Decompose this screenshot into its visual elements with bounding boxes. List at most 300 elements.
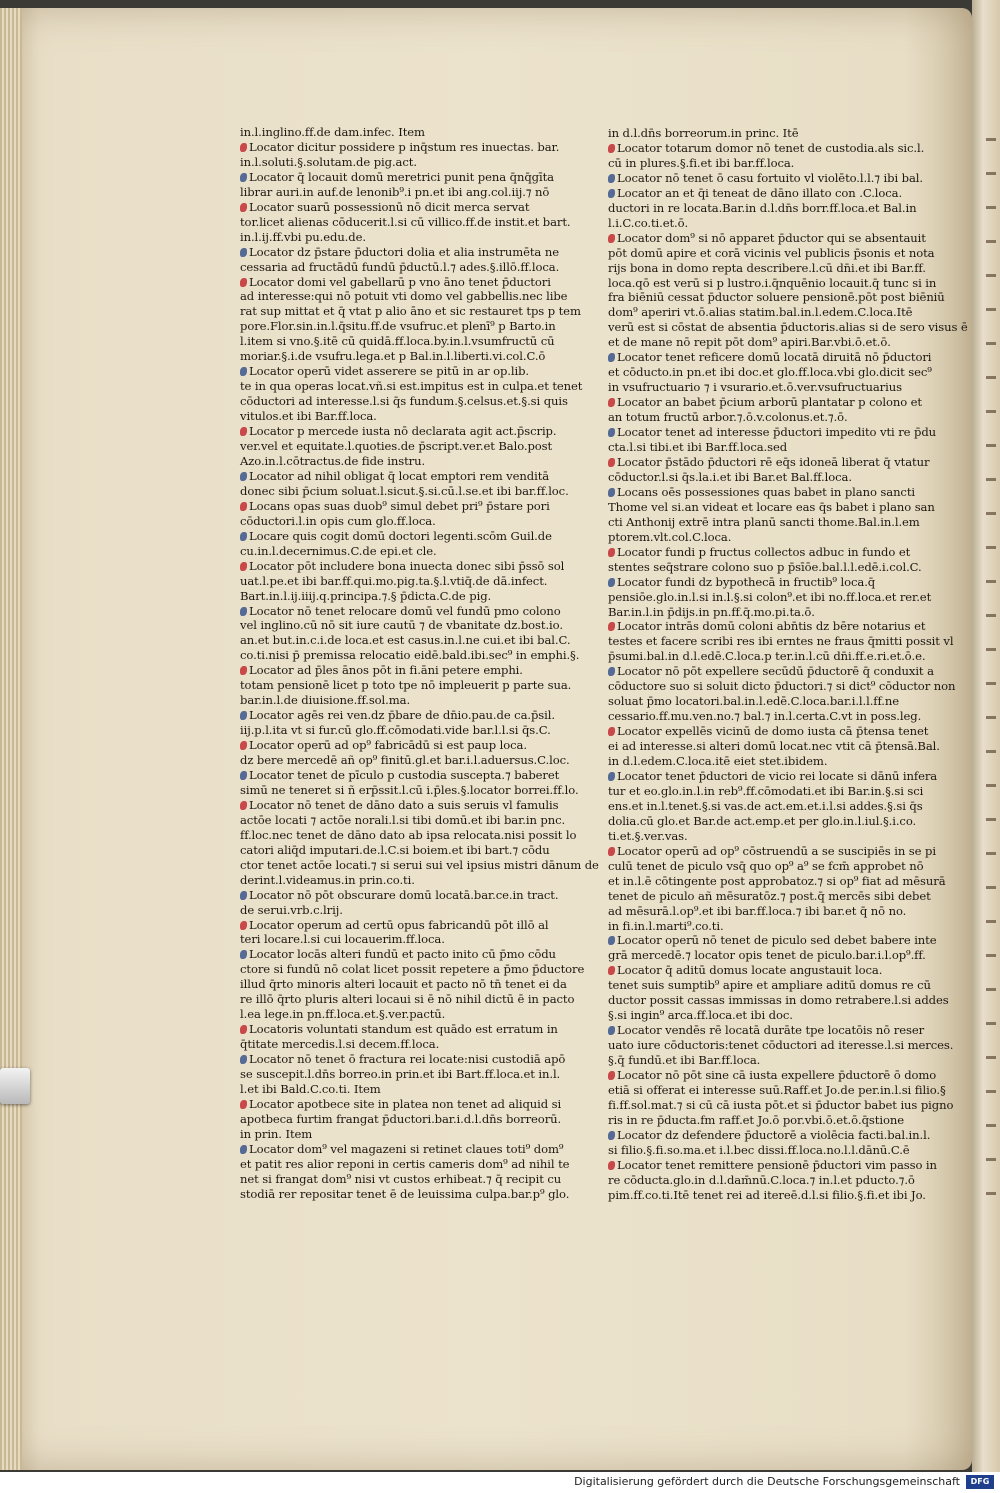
line-text: cōductori ad interesse.l.si q̄s fundum.§.celsus.et.§.si quis — [240, 394, 568, 409]
line-text: cu.in.l.decernimus.C.de epi.et cle. — [240, 543, 437, 558]
paragraph-mark-icon — [608, 144, 615, 153]
line-text: dolia.cū glo.et Bar.de act.emp.et per glo.in.l.iul.§.i.co. — [608, 813, 917, 828]
line-text: Bar.in.l.in p̄dijs.in pn.ff.q̄.mo.pi.ta.ō. — [608, 604, 815, 619]
line-text: Locator nō tenet de dāno dato a suis seruis vl famulis — [249, 797, 559, 812]
text-line — [240, 170, 560, 185]
line-text: fra biēniū cessat p̄ductor soluere pensionē.pōt post biēniū — [608, 290, 945, 305]
text-line — [608, 530, 924, 545]
line-text: in d.l.edem.C.loca.itē eiet stet.ibidem. — [608, 754, 828, 769]
text-line — [240, 633, 571, 648]
text-line — [240, 604, 560, 619]
line-text: teri locare.l.si cui locauerim.ff.loca. — [240, 932, 445, 947]
line-text: Locator dz p̄stare p̄ductori dolia et alia instrumēta ne — [249, 244, 559, 259]
text-line — [608, 425, 937, 440]
line-text: rijs bona in domo repta describere.l.cū dn̄i.et ibi Bar.ff. — [608, 260, 926, 275]
text-line — [608, 694, 924, 709]
text-line — [240, 1141, 564, 1157]
line-text: donec sibi p̄cium soluat.l.sicut.§.si.cū.l.se.et ibi bar.ff.loc. — [240, 483, 569, 498]
text-line — [608, 978, 931, 993]
line-text: Thome vel si.an videat et locare eas q̄s babet i plano san — [608, 499, 935, 514]
text-line — [240, 483, 569, 499]
text-line — [240, 334, 560, 349]
line-text: Locator operū videt asserere se pitū in ar op.lib. — [249, 364, 530, 379]
line-text: cessaria ad fructādū fundū p̄ductū.l.⁊ ades.§.illō.ff.loca. — [240, 259, 560, 274]
line-text: Locator locās alteri fundū et pacto inito cū p̄mo cōdu — [249, 947, 556, 962]
paragraph-mark-icon — [240, 472, 247, 481]
line-text: et de mane nō repit pōt dom⁹ apiri.Bar.vbi.ō.et.ō. — [608, 335, 891, 350]
line-text: ver.vel et equitate.l.quoties.de p̄script.ver.et Balo.post — [240, 439, 553, 454]
text-line — [608, 829, 924, 844]
text-line — [608, 814, 924, 829]
line-text: culū tenet de piculo vsq̄ quo op⁹ a⁹ se fcm̄ approbet nō — [608, 858, 924, 873]
text-line — [608, 275, 937, 291]
line-text: Locator ad p̄les ānos pōt in fi.āni petere emphi. — [249, 663, 523, 678]
text-line — [608, 873, 946, 889]
line-text: Locator domi vel gabellarū p vno āno tenet p̄ductori — [249, 274, 551, 289]
line-text: pim.ff.co.ti.Itē tenet rei ad itereē.d.l.si filio.§.fi.et ibi Jo. — [608, 1187, 926, 1202]
paragraph-mark-icon — [608, 847, 615, 856]
text-line — [240, 693, 560, 708]
line-text: Locator agēs rei ven.dz p̄bare de dn̄io.pau.de ca.p̄sil. — [249, 708, 555, 723]
line-text: dz bere mercedē añ op⁹ finitū.gl.et bar.i.l.aduersus.C.loc. — [240, 753, 570, 768]
line-text: l.i.C.co.ti.et.ō. — [608, 215, 689, 230]
text-line — [608, 1127, 931, 1143]
line-text: dom⁹ aperiri vt.ō.alias statim.bal.in.l.edem.C.loca.Itē — [608, 305, 913, 320]
paragraph-mark-icon — [608, 727, 615, 736]
paragraph-mark-icon — [608, 1071, 615, 1080]
line-text: tenet suis sumptib⁹ apire et ampliare aditū domus re cū — [608, 978, 931, 993]
paragraph-mark-icon — [240, 801, 247, 810]
text-line — [240, 977, 567, 992]
text-line — [240, 230, 560, 245]
text-line — [608, 1173, 924, 1188]
line-text: in prin. Item — [240, 1126, 313, 1141]
text-line — [240, 155, 560, 170]
text-line — [240, 678, 572, 693]
paragraph-mark-icon — [240, 607, 247, 616]
text-line — [608, 679, 956, 694]
line-text: Locare quis cogit domū doctori legenti.scōm Guil.de — [249, 528, 552, 543]
line-text: catori aliq̄d imputari.de.l.C.si boiem.et ibi bart.⁊ cōdu — [240, 842, 550, 857]
line-text: cta.l.si tibi.et ibi Bar.ff.loca.sed — [608, 440, 788, 455]
line-text: Locator dicitur possidere p inq̄stum res inuectas. bar. — [249, 139, 560, 154]
line-text: q̄titate mercedis.l.si decem.ff.loca. — [240, 1037, 440, 1052]
text-line — [608, 888, 931, 904]
text-line — [240, 738, 560, 753]
line-text: in vsufructuario ⁊ i vsurario.et.ō.ver.vsufructuarius — [608, 380, 902, 395]
line-text: ductor possit cassas immissas in domo retrabere.l.si addes — [608, 993, 949, 1008]
paragraph-mark-icon — [240, 248, 247, 257]
line-text: Locator intrās domū coloni abn̄tis dz bēre notarius et — [617, 619, 926, 634]
text-line — [240, 558, 565, 574]
line-text: ris in re p̄ducta.fm raff.et Jo.ō por.vbi.ō.et.ō.q̄stione — [608, 1112, 904, 1127]
line-text: cessario.ff.mu.ven.no.⁊ bal.⁊ in.l.certa.C.vt in poss.leg. — [608, 709, 922, 724]
line-text: Locator nō tenet ō casu fortuito vl violēto.l.l.⁊ ibi bal. — [617, 170, 923, 185]
text-line — [240, 857, 599, 873]
text-line — [608, 768, 938, 784]
text-line — [240, 275, 560, 290]
text-line — [608, 933, 937, 948]
text-line — [240, 125, 560, 140]
line-text: Locator apotbece site in platea non tenet ad aliquid si — [249, 1096, 562, 1111]
line-text: Locator operum ad certū opus fabricandū pōt illō al — [249, 917, 549, 932]
line-text: ptorem.vlt.col.C.loca. — [608, 529, 732, 544]
line-text: re illō q̄rto pluris alteri locaui si ē nō nihil dictū ē in pacto — [240, 992, 575, 1007]
line-text: Locator tenet p̄ductori de vicio rei locate si dānū infera — [617, 768, 938, 783]
paragraph-mark-icon — [240, 367, 247, 376]
text-line — [608, 305, 924, 320]
line-text: tenet de piculo añ mēsuratōz.⁊ post.q̄ mercēs sibi debet — [608, 888, 931, 903]
text-line — [608, 1083, 946, 1098]
line-text: Locator ad nihil obligat q̄ locat emptori rem venditā — [249, 468, 550, 483]
line-text: uato iure cōductoris:tenet cōductori ad iteresse.l.si merces. — [608, 1038, 954, 1053]
text-line — [608, 919, 924, 934]
line-text: Locator tenet de pīculo p custodia suscepta.⁊ baberet — [249, 767, 560, 782]
text-line — [240, 1127, 560, 1142]
text-line — [240, 379, 583, 394]
line-text: Locator nō tenet relocare domū vel fundū pmo colono — [249, 603, 561, 618]
line-text: Locator nō pōt obscurare domū locatā.bar.ce.in tract. — [249, 887, 559, 902]
line-text: Locator dom⁹ si nō apparet p̄ductor qui se absentauit — [617, 230, 926, 245]
text-line — [240, 1172, 560, 1187]
text-line — [608, 545, 924, 560]
text-line — [240, 349, 560, 364]
line-text: p̄sumi.bal.in d.l.edē.C.loca.p ter.in.l.cū dn̄i.ff.e.ri.et.ō.e. — [608, 649, 926, 664]
text-line — [608, 1053, 924, 1068]
paragraph-mark-icon — [608, 966, 615, 975]
text-line — [608, 1157, 937, 1173]
line-text: Locator q̄ aditū domus locate angustauit loca. — [617, 963, 883, 978]
line-text: Locator expellēs vicinū de domo iusta cā p̄tensa tenet — [617, 724, 929, 739]
line-text: Locator dom⁹ vel magazeni si retinet claues toti⁹ dom⁹ — [249, 1141, 564, 1156]
line-text: in.l.ij.ff.vbi pu.edu.de. — [240, 229, 366, 244]
line-text: ctor tenet actōe locati.⁊ si serui sui vel ipsius mistri dānum de — [240, 857, 599, 872]
line-text: Locator totarum domor nō tenet de custodia.als sic.l. — [617, 140, 925, 155]
text-line — [240, 589, 560, 604]
text-line — [240, 753, 570, 768]
paragraph-mark-icon — [608, 936, 615, 945]
text-line — [608, 754, 924, 769]
text-line — [608, 1023, 924, 1038]
text-line — [240, 1156, 570, 1172]
line-text: Locator p mercede iusta nō declarata agit act.p̄scrip. — [249, 424, 557, 439]
text-line — [608, 335, 924, 350]
text-line — [608, 201, 924, 216]
text-line — [608, 171, 924, 186]
text-line — [608, 1008, 924, 1023]
text-line — [240, 409, 560, 424]
text-line — [240, 304, 581, 319]
line-text: de serui.vrb.c.lrij. — [240, 902, 343, 917]
line-text: apotbeca furtim frangat p̄ductori.bar.i.d.l.dn̄s borreorū. — [240, 1111, 562, 1126]
line-text: pensiōe.glo.in.l.si in.l.§.si colon⁹.et ibi no.ff.loca.et rer.et — [608, 589, 932, 604]
line-text: soluat p̄mo locatori.bal.in.l.edē.C.loca.bar.i.l.l.ff.ne — [608, 694, 899, 709]
text-line — [608, 784, 924, 799]
text-line — [608, 619, 924, 634]
text-line — [608, 261, 924, 276]
line-text: testes et facere scribi res ibi erntes ne fraus q̄mitti possit vl — [608, 634, 954, 649]
line-text: l.item si vno.§.itē cū quidā.ff.loca.by.in.l.vsumfructū cū — [240, 334, 555, 349]
text-line — [608, 993, 949, 1008]
line-text: tor.licet alienas cōducerit.l.si cū villico.ff.de instit.et bart. — [240, 214, 571, 229]
text-line — [240, 319, 560, 334]
text-line — [240, 618, 563, 633]
paragraph-mark-icon — [240, 666, 247, 675]
text-line — [240, 1186, 570, 1202]
paragraph-mark-icon — [240, 562, 247, 571]
text-line — [608, 560, 924, 575]
line-text: re cōducta.glo.in d.l.dam̄nū.C.loca.⁊ in.l.et pducto.⁊.ō — [608, 1172, 915, 1187]
text-line — [608, 963, 924, 978]
line-text: vitulos.et ibi Bar.ff.loca. — [240, 409, 377, 424]
line-text: Locator pōt includere bona inuecta donec sibi p̄ssō sol — [249, 558, 565, 573]
paragraph-mark-icon — [240, 502, 247, 511]
digitization-footer — [0, 1472, 1000, 1493]
line-text: ductori in re locata.Bar.in d.l.dn̄s borr.ff.loca.et Bal.in — [608, 200, 917, 215]
paragraph-mark-icon — [240, 203, 247, 212]
line-text: stentes seq̄strare colono suo p p̄sīōe.bal.l.l.edē.i.col.C. — [608, 559, 922, 574]
line-text: Locator nō pōt expellere secūdū p̄ductorē q̄ conduxit a — [617, 664, 934, 679]
text-line — [608, 575, 924, 590]
text-line — [608, 380, 924, 395]
paragraph-mark-icon — [608, 174, 615, 183]
text-line — [240, 663, 560, 678]
text-line — [240, 903, 560, 918]
line-text: Locator operū ad op⁹ cōstruendū a se suscipiēs in se pi — [617, 843, 936, 858]
line-text: ei ad interesse.si alteri domū locat.nec vtit cā p̄tensā.Bal. — [608, 739, 940, 754]
text-line — [608, 141, 924, 156]
line-text: cōductori.l.in opis cum glo.ff.loca. — [240, 513, 436, 528]
text-line — [608, 634, 954, 649]
line-text: Locatoris voluntati standum est quādo est erratum in — [249, 1022, 558, 1037]
right-text-column — [608, 126, 968, 1203]
line-text: etiā si offerat ei interesse suū.Raff.et Jo.de per.in.l.si filio.§ — [608, 1083, 946, 1097]
text-line — [240, 140, 560, 155]
text-line — [240, 424, 560, 439]
line-text: librar auri.in auf.de lenonib⁹.i pn.et ibi ang.col.iij.⁊ nō — [240, 184, 550, 199]
line-text: l.ea lege.in pn.ff.loca.et.§.ver.pactū. — [240, 1007, 446, 1022]
line-text: rat sup mittat et q̄ vtat p alio āno et sic restauret tps p tem — [240, 304, 581, 319]
paragraph-mark-icon — [240, 741, 247, 750]
line-text: Locator q̄ locauit domū meretrici punit pena q̄nq̄gīta — [249, 169, 554, 184]
paragraph-mark-icon — [608, 1026, 615, 1035]
paragraph-mark-icon — [608, 398, 615, 407]
text-line — [608, 186, 924, 201]
text-line — [608, 320, 968, 335]
line-text: in d.l.dn̄s borreorum.in princ. Itē — [608, 126, 799, 140]
text-line — [608, 709, 924, 724]
paragraph-mark-icon — [240, 143, 247, 152]
line-text: co.ti.nisi p̄ premissa relocatio eidē.bald.ibi.sec⁹ in emphi.§. — [240, 648, 580, 663]
line-text: Locator fundi p fructus collectos adbuc in fundo et — [617, 544, 911, 559]
line-text: cōductor.l.si q̄s.la.i.et ibi Bar.et Bal.ff.loca. — [608, 469, 852, 484]
text-line — [608, 724, 929, 739]
line-text: l.et ibi Bald.C.co.ti. Item — [240, 1082, 381, 1096]
text-line — [240, 768, 560, 783]
line-text: Locator dz defendere p̄ductorē a violēcia facti.bal.in.l. — [617, 1127, 931, 1142]
line-text: ens.et in.l.tenet.§.si vas.de act.em.et.i.l.si addes.§.si q̄s — [608, 798, 923, 813]
line-text: in.l.inglino.ff.de dam.infec. Item — [240, 125, 425, 139]
text-line — [608, 395, 924, 410]
text-line — [608, 904, 924, 919]
paragraph-mark-icon — [240, 891, 247, 900]
paragraph-mark-icon — [240, 711, 247, 720]
text-line — [608, 156, 924, 171]
text-line — [608, 485, 924, 500]
text-line — [608, 649, 924, 664]
text-line — [240, 1097, 560, 1112]
text-line — [608, 664, 934, 679]
line-text: et patit res alior reponi in certis cameris dom⁹ ad nihil te — [240, 1156, 570, 1171]
text-line — [240, 782, 579, 798]
paragraph-mark-icon — [240, 173, 247, 182]
text-line — [608, 605, 924, 620]
line-text: ff.loc.nec tenet de dāno dato ab ipsa relocata.nisi possit lo — [240, 827, 577, 842]
line-text: grā mercedē.⁊ locator opis tenet de piculo.bar.i.l.op⁹.ff. — [608, 948, 926, 963]
text-line — [608, 440, 924, 455]
line-text: moriar.§.i.de vsufru.lega.et p Bal.in.l.liberti.vi.col.C.ō — [240, 349, 546, 364]
book-left-edge — [0, 8, 22, 1470]
line-text: §.si ingin⁹ arca.ff.loca.et ibi doc. — [608, 1008, 793, 1023]
line-text: an.et but.in.c.i.de loca.et est casus.in.l.ne cui.et ibi bal.C. — [240, 633, 571, 648]
text-line — [608, 365, 932, 380]
line-text: derint.l.videamus.in prin.co.ti. — [240, 872, 415, 887]
paragraph-mark-icon — [608, 667, 615, 676]
line-text: Bart.in.l.ij.iiij.q.principa.⁊.§ p̄dicta.C.de pig. — [240, 588, 492, 603]
paragraph-mark-icon — [240, 532, 247, 541]
book-right-edge — [972, 0, 1000, 1478]
text-line — [240, 947, 560, 962]
line-text: Locator an babet p̄cium arborū plantatar p colono et — [617, 395, 922, 410]
line-text: Locator operū nō tenet de piculo sed debet babere inte — [617, 933, 937, 948]
text-line — [608, 454, 930, 470]
text-line — [240, 827, 577, 843]
line-text: illud q̄rto minoris alteri locauit et pacto nō tn̄ tenet ei da — [240, 977, 567, 992]
text-line — [608, 245, 935, 261]
text-line — [608, 126, 924, 141]
dfg-logo: DFG — [966, 1475, 994, 1489]
text-line — [608, 1068, 937, 1083]
paragraph-mark-icon — [608, 578, 615, 587]
line-text: stodiā rer repositar tenet ē de leuissima culpa.bar.p⁹ glo. — [240, 1186, 570, 1201]
text-line — [240, 932, 560, 947]
text-line — [240, 648, 580, 663]
text-line — [240, 1082, 560, 1097]
line-text: in.l.soluti.§.solutam.de pig.act. — [240, 154, 417, 169]
text-line — [240, 439, 560, 454]
line-text: vel inglino.cū nō sit iure cautū ⁊ de vbanitate dz.bost.io. — [240, 618, 563, 633]
line-text: Locator suarū possessionū nō dicit merca servat — [249, 199, 530, 214]
line-text: Locator p̄stādo p̄ductori rē eq̄s idoneā liberat q̄ vtatur — [617, 454, 930, 469]
line-text: pōt domū apire et corā vicinis vel publicis p̄sonis et nota — [608, 245, 935, 260]
line-text: ctore si fundū nō colat licet possit repetere a p̄mo p̄ductore — [240, 962, 585, 977]
line-text: ad mēsurā.l.op⁹.et ibi bar.ff.loca.⁊ ibi bar.et q̄ nō no. — [608, 903, 907, 918]
text-line — [608, 231, 924, 246]
text-line — [240, 843, 560, 858]
paragraph-mark-icon — [608, 234, 615, 243]
paragraph-mark-icon — [240, 1025, 247, 1034]
line-text: uat.l.pe.et ibi bar.ff.qui.mo.pig.ta.§.l.vtiq̄.de dā.infect. — [240, 573, 548, 588]
paragraph-mark-icon — [240, 921, 247, 930]
text-line — [240, 544, 560, 559]
page-clip — [0, 1068, 30, 1104]
paragraph-mark-icon — [608, 622, 615, 631]
paragraph-mark-icon — [240, 1100, 247, 1109]
text-line — [240, 529, 560, 544]
line-text: cōductore suo si soluit dicto p̄ductori.⁊ si dict⁹ cōductor non — [608, 679, 956, 694]
line-text: simū ne teneret si ñ erp̄ssit.l.cū i.p̄les.§.locator borrei.ff.lo. — [240, 782, 579, 797]
text-line — [608, 1097, 954, 1113]
paragraph-mark-icon — [608, 189, 615, 198]
paragraph-mark-icon — [240, 1145, 247, 1154]
line-text: Locator tenet remittere pensionē p̄ductori vim passo in — [617, 1157, 937, 1172]
line-text: an totum fructū arbor.⁊.ō.v.colonus.et.⁊.ō. — [608, 410, 848, 425]
text-line — [240, 918, 560, 933]
line-text: Azo.in.l.cōtractus.de fide instru. — [240, 453, 426, 468]
line-text: te in qua operas locat.vñ.si est.impitus est in culpa.et tenet — [240, 379, 583, 394]
line-text: fi.ff.sol.mat.⁊ si cū cā iusta pōt.et si p̄ductor babet ius pigno — [608, 1097, 954, 1112]
text-line — [240, 962, 585, 977]
text-line — [608, 216, 924, 231]
left-text-column — [240, 125, 599, 1202]
text-line — [608, 799, 924, 814]
line-text: §.q̄ fundū.et ibi Bar.ff.loca. — [608, 1053, 761, 1068]
text-line — [240, 873, 560, 888]
text-line — [608, 410, 924, 425]
text-line — [608, 843, 936, 859]
line-text: bar.in.l.de diuisione.ff.sol.ma. — [240, 693, 411, 708]
line-text: Locator tenet ad interesse p̄ductori impedito vti re p̄du — [617, 425, 937, 440]
line-text: iij.p.l.ita vt si fur.cū glo.ff.cōmodati.vide bar.l.l.si q̄s.C. — [240, 723, 551, 738]
line-text: in fi.in.l.marti⁹.co.ti. — [608, 918, 724, 933]
text-line — [608, 589, 932, 605]
paragraph-mark-icon — [240, 1055, 247, 1064]
paragraph-mark-icon — [608, 428, 615, 437]
text-line — [240, 214, 571, 230]
text-line — [240, 708, 560, 723]
text-line — [608, 1143, 924, 1158]
text-line — [240, 1007, 560, 1022]
paragraph-mark-icon — [240, 278, 247, 287]
line-text: Locator vendēs rē locatā durāte tpe locatōis nō reser — [617, 1023, 925, 1038]
text-line — [240, 1052, 566, 1067]
text-line — [240, 1022, 560, 1037]
line-text: se suscepit.l.dn̄s borreo.in prin.et ibi Bart.ff.loca.et in.l. — [240, 1067, 561, 1082]
text-line — [608, 948, 924, 963]
text-line — [608, 859, 924, 874]
line-text: loca.qō est verū si p lustro.i.q̄nquēnio locauit.q̄ tunc si in — [608, 275, 937, 290]
text-line — [608, 1113, 924, 1128]
footer-credit: Digitalisierung gefördert durch die Deutsche Forschungsgemeinschaft — [574, 1475, 960, 1488]
paragraph-mark-icon — [608, 772, 615, 781]
line-text: cū in plures.§.fi.et ibi bar.ff.loca. — [608, 155, 795, 170]
text-line — [240, 185, 560, 200]
text-line — [240, 469, 560, 484]
paragraph-mark-icon — [608, 488, 615, 497]
text-line — [240, 394, 568, 409]
paragraph-mark-icon — [240, 771, 247, 780]
text-line — [240, 514, 560, 529]
line-text: pore.Flor.sin.in.l.q̄situ.ff.de vsufruc.et plenī⁹ p Barto.in — [240, 319, 556, 334]
text-line — [240, 1067, 560, 1082]
text-line — [240, 723, 560, 738]
text-line — [240, 574, 560, 589]
text-line — [240, 812, 566, 828]
paragraph-mark-icon — [608, 1161, 615, 1170]
line-text: Locans oēs possessiones quas babet in plano sancti — [617, 484, 915, 499]
paragraph-mark-icon — [608, 1131, 615, 1140]
line-text: cti Anthonij extrē intra planū sancti thome.Bal.in.l.em — [608, 514, 920, 529]
